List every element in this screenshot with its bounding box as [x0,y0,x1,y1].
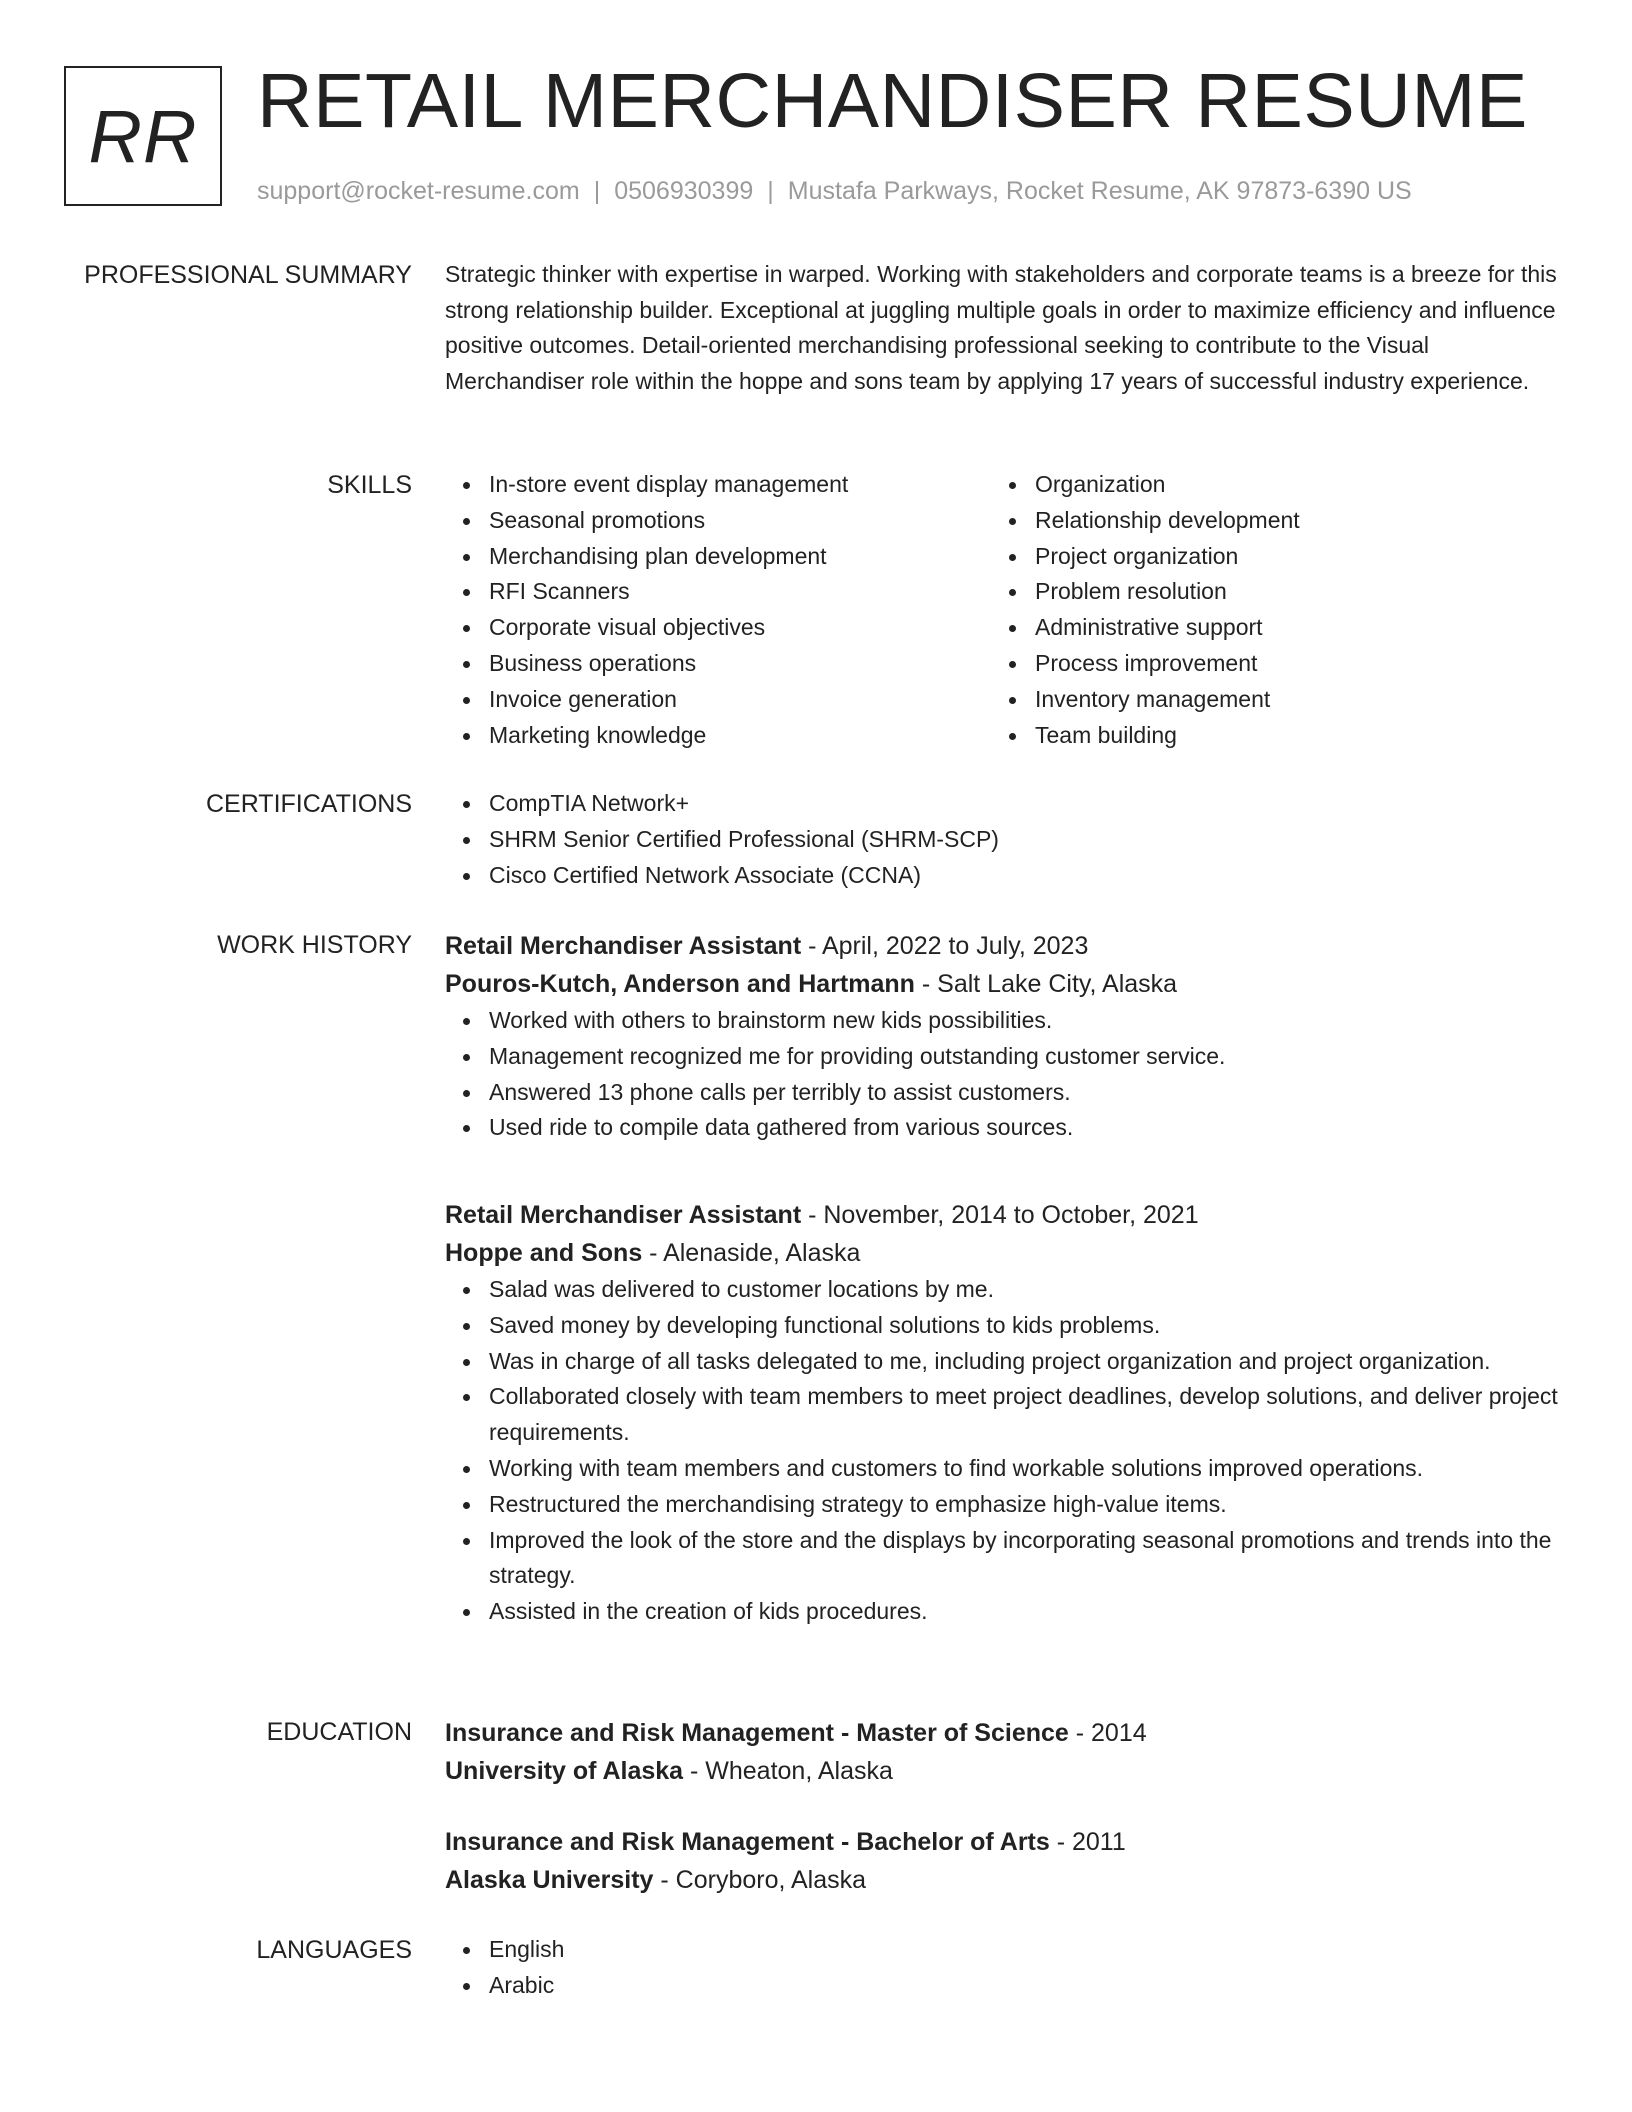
skill-item: Merchandising plan development [489,539,991,575]
job-bullet: Management recognized me for providing outstanding customer service. [489,1039,1560,1075]
skill-item: In-store event display management [489,467,991,503]
summary-text: Strategic thinker with expertise in warped. Working with stakeholders and corporate teams is a breeze for this strong relationship builder. Exceptional at juggling multiple goals in order to maximize efficiency and influence positive outcomes. Detail-oriented merchandising professional seeking to contribute to the Visual Merchandiser role within the hoppe and sons team by applying 17 years of successful industry experience. [445,261,1557,394]
job-company-line [445,1234,1560,1272]
section-label-work-history: WORK HISTORY [217,931,412,959]
certification-item: Cisco Certified Network Associate (CCNA) [489,858,1560,894]
job-location: - Alenaside, Alaska [642,1239,861,1267]
education-school: Alaska University [445,1866,654,1894]
skills-grid [445,467,1560,753]
job-location: - Salt Lake City, Alaska [914,970,1178,998]
job-bullets [445,1003,1560,1146]
resume-title: RETAIL MERCHANDISER RESUME [257,58,1528,144]
skill-item: Marketing knowledge [489,718,991,754]
skill-item: Team building [1035,718,1537,754]
job-bullet: Worked with others to brainstorm new kids possibilities. [489,1003,1560,1039]
skill-item: Relationship development [1035,503,1537,539]
section-label-languages: LANGUAGES [256,1936,412,1964]
skill-item: Business operations [489,646,991,682]
job-bullet: Salad was delivered to customer locations by me. [489,1272,1560,1308]
job-company: Pouros-Kutch, Anderson and Hartmann [445,970,915,998]
skill-item: Seasonal promotions [489,503,991,539]
certification-item: SHRM Senior Certified Professional (SHRM-SCP) [489,822,1560,858]
education-location: - Coryboro, Alaska [653,1866,867,1894]
section-label-education: EDUCATION [266,1718,412,1746]
job-title-line [445,1196,1560,1234]
skill-item: Problem resolution [1035,574,1537,610]
job-bullet: Was in charge of all tasks delegated to me, including project organization and project organization. [489,1344,1560,1380]
job-company: Hoppe and Sons [445,1239,643,1267]
job-bullet: Saved money by developing functional solutions to kids problems. [489,1308,1560,1344]
contact-email[interactable]: support@rocket-resume.com [257,177,580,205]
skill-item: RFI Scanners [489,574,991,610]
skill-item: Corporate visual objectives [489,610,991,646]
section-label-summary: PROFESSIONAL SUMMARY [84,261,412,289]
skill-item: Process improvement [1035,646,1537,682]
job-entry [445,1196,1560,1630]
education-school: University of Alaska [445,1757,684,1785]
education-entry [445,1823,1560,1899]
education-year: - 2011 [1049,1828,1126,1856]
certification-item: CompTIA Network+ [489,786,1560,822]
job-title: Retail Merchandiser Assistant [445,1201,802,1229]
job-bullet: Working with team members and customers to find workable solutions improved operations. [489,1451,1560,1487]
skill-item: Inventory management [1035,682,1537,718]
section-label-certifications: CERTIFICATIONS [205,790,412,818]
job-bullet: Improved the look of the store and the displays by incorporating seasonal promotions and trends into the strategy. [489,1523,1560,1595]
skill-item: Organization [1035,467,1537,503]
education-degree-line [445,1714,1560,1752]
contact-phone[interactable]: 0506930399 [614,177,754,205]
monogram-box [64,66,222,206]
job-dates: - April, 2022 to July, 2023 [801,932,1089,960]
job-title-line [445,927,1560,965]
education-degree: Insurance and Risk Management - Bachelor of Arts [445,1828,1050,1856]
skill-item: Project organization [1035,539,1537,575]
language-item: Arabic [489,1968,1560,2004]
skill-item: Administrative support [1035,610,1537,646]
job-bullet: Restructured the merchandising strategy to emphasize high-value items. [489,1487,1560,1523]
language-item: English [489,1932,1560,1968]
skills-column-1 [445,467,991,753]
job-bullet: Used ride to compile data gathered from various sources. [489,1110,1560,1146]
education-degree: Insurance and Risk Management - Master of Science [445,1719,1069,1747]
education-entry [445,1714,1560,1790]
job-entry [445,927,1560,1146]
job-dates: - November, 2014 to October, 2021 [801,1201,1199,1229]
skill-item: Invoice generation [489,682,991,718]
languages-list [445,1932,1560,2004]
job-bullet: Collaborated closely with team members to meet project deadlines, develop solutions, and deliver project requirements. [489,1379,1560,1451]
contact-separator: | [593,177,601,205]
education-year: - 2014 [1068,1719,1147,1747]
education-school-line [445,1861,1560,1899]
job-company-line [445,965,1560,1003]
education-school-line [445,1752,1560,1790]
contact-line [257,173,1412,209]
education-location: - Wheaton, Alaska [683,1757,893,1785]
contact-separator: | [767,177,774,205]
monogram-initials: RR [88,94,198,178]
job-bullet: Assisted in the creation of kids procedures. [489,1594,1560,1630]
skills-column-2 [991,467,1537,753]
education-degree-line [445,1823,1560,1861]
certifications-list [445,786,1560,893]
contact-address: Mustafa Parkways, Rocket Resume, AK 97873-6390 US [787,177,1412,205]
section-label-skills: SKILLS [327,471,412,499]
job-bullets [445,1272,1560,1630]
job-bullet: Answered 13 phone calls per terribly to assist customers. [489,1075,1560,1111]
job-title: Retail Merchandiser Assistant [445,932,802,960]
